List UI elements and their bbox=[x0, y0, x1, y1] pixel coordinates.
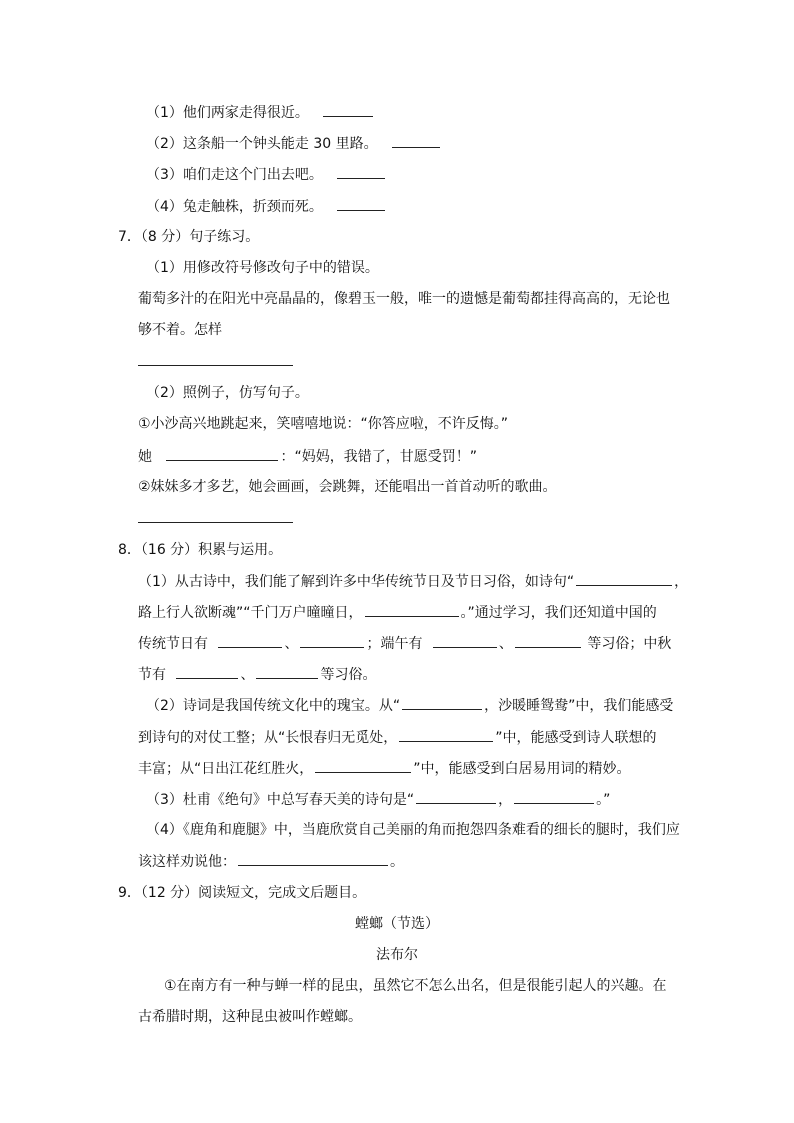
answer-blank[interactable] bbox=[256, 664, 318, 679]
q7-part1-sentence-cont: 够不着。怎样 bbox=[138, 322, 222, 338]
article-paragraph-1-cont: 古希腊时期，这种昆虫被叫作螳螂。 bbox=[138, 1009, 362, 1025]
q7-example: ①小沙高兴地跳起来，笑嘻嘻地说：“你答应啦，不许反悔。” bbox=[138, 416, 509, 432]
answer-blank[interactable] bbox=[515, 633, 581, 648]
article-title: 螳螂（节选） bbox=[355, 916, 439, 932]
answer-blank[interactable] bbox=[218, 633, 282, 648]
q8-part1-line3: 传统节日有 、 ；端午有 、 等习俗；中秋 bbox=[138, 633, 671, 654]
q6-item-4: （4）兔走触株，折颈而死。 bbox=[146, 196, 387, 217]
q8-part4-line1: （4）《鹿角和鹿腿》中，当鹿欣赏自己美丽的角而抱怨四条难看的细长的腿时，我们应 bbox=[146, 822, 680, 838]
q8-part1-line2: 路上行人欲断魂”“千门万户曈曈日， 。”通过学习，我们还知道中国的 bbox=[138, 602, 657, 623]
answer-line[interactable] bbox=[138, 365, 293, 366]
q7-fill-sentence: 她 ：“妈妈，我错了，甘愿受罚！” bbox=[138, 446, 477, 467]
answer-line[interactable] bbox=[138, 522, 293, 523]
q8-title: 8．（16 分）积累与运用。 bbox=[118, 542, 283, 558]
article-author: 法布尔 bbox=[376, 947, 418, 963]
q7-title: 7．（8 分）句子练习。 bbox=[118, 229, 260, 245]
answer-blank[interactable] bbox=[315, 758, 411, 773]
answer-blank[interactable] bbox=[323, 102, 373, 117]
q9-title: 9．（12 分）阅读短文，完成文后题目。 bbox=[118, 885, 367, 901]
answer-blank[interactable] bbox=[337, 164, 385, 179]
q7-part1-sentence: 葡萄多汁的在阳光中亮晶晶的，像碧玉一般，唯一的遗憾是葡萄都挂得高高的，无论也 bbox=[138, 291, 670, 307]
answer-blank[interactable] bbox=[337, 196, 385, 211]
q8-part4-line2: 该这样劝说他： 。 bbox=[138, 851, 404, 872]
q8-part1-line4: 节有 、 等习俗。 bbox=[138, 664, 376, 685]
answer-blank[interactable] bbox=[399, 727, 493, 742]
q6-item-2: （2）这条船一个钟头能走 30 里路。 bbox=[146, 133, 442, 154]
answer-blank[interactable] bbox=[402, 695, 482, 710]
q7-part1-title: （1）用修改符号修改句子中的错误。 bbox=[146, 260, 379, 276]
q8-part2-line2: 到诗句的对仗工整；从“长恨春归无觅处， ”中，能感受到诗人联想的 bbox=[138, 727, 657, 748]
answer-blank[interactable] bbox=[576, 571, 672, 586]
answer-blank[interactable] bbox=[365, 602, 459, 617]
answer-blank[interactable] bbox=[416, 789, 496, 804]
answer-blank[interactable] bbox=[392, 133, 440, 148]
answer-blank[interactable] bbox=[514, 789, 594, 804]
q7-part2-title: （2）照例子，仿写句子。 bbox=[146, 385, 309, 401]
q6-item-1: （1）他们两家走得很近。 bbox=[146, 102, 375, 123]
q8-part2-line1: （2）诗词是我国传统文化中的瑰宝。从“ ，沙暖睡鸳鸯”中，我们能感受 bbox=[146, 695, 673, 716]
answer-blank[interactable] bbox=[300, 633, 364, 648]
answer-blank[interactable] bbox=[176, 664, 238, 679]
answer-blank[interactable] bbox=[166, 446, 278, 461]
q8-part1-line1: （1）从古诗中，我们能了解到许多中华传统节日及节日习俗，如诗句“ ， bbox=[138, 571, 688, 592]
q8-part2-line3: 丰富；从“日出江花红胜火， ”中，能感受到白居易用词的精妙。 bbox=[138, 758, 631, 779]
q7-item-2: ②妹妹多才多艺，她会画画，会跳舞，还能唱出一首首动听的歌曲。 bbox=[138, 479, 557, 495]
answer-blank[interactable] bbox=[238, 851, 388, 866]
q6-item-3: （3）咱们走这个门出去吧。 bbox=[146, 164, 387, 185]
answer-blank[interactable] bbox=[433, 633, 497, 648]
article-paragraph-1: ①在南方有一种与蝉一样的昆虫，虽然它不怎么出名，但是很能引起人的兴趣。在 bbox=[164, 978, 667, 994]
q8-part3: （3）杜甫《绝句》中总写春天美的诗句是“ ， 。” bbox=[146, 789, 610, 810]
